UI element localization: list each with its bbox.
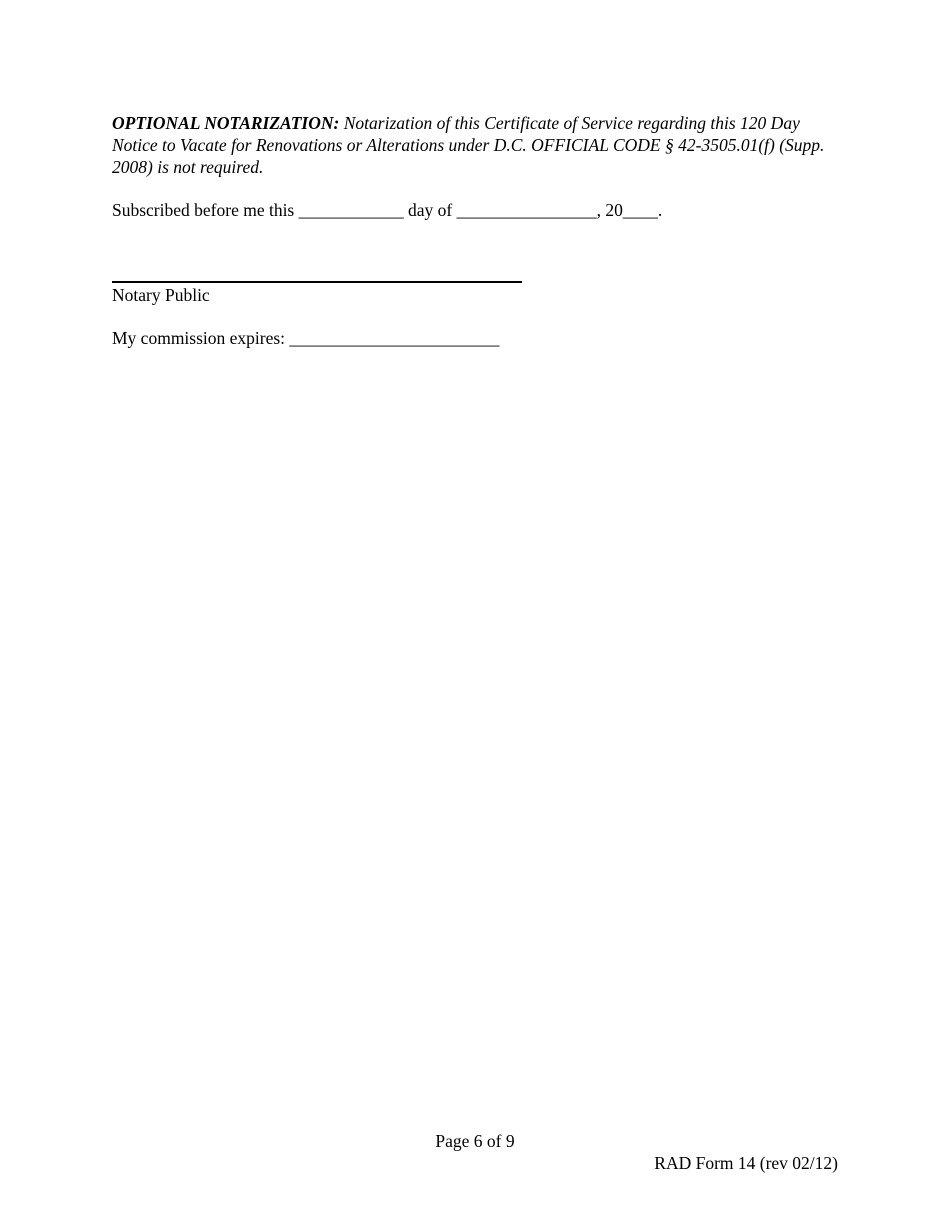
- page-number: Page 6 of 9: [435, 1131, 515, 1151]
- subscribed-before-line: Subscribed before me this ____________ day of ________________, 20____.: [112, 200, 663, 220]
- form-identifier: RAD Form 14 (rev 02/12): [654, 1153, 838, 1173]
- optional-notarization-heading: OPTIONAL NOTARIZATION:: [112, 113, 340, 133]
- commission-expires-line: My commission expires: ________________________: [112, 328, 500, 348]
- optional-notarization-paragraph: [112, 112, 832, 178]
- notary-signature-line: [112, 281, 522, 283]
- optional-notarization-body: Notarization of this Certificate of Service regarding this 120 Day Notice to Vacate for Renovations or Alterations under D.C. OFFICIAL CODE § 42-3505.01(f) (Supp. 2008) is not required.: [112, 113, 825, 177]
- notary-public-label: Notary Public: [112, 285, 210, 305]
